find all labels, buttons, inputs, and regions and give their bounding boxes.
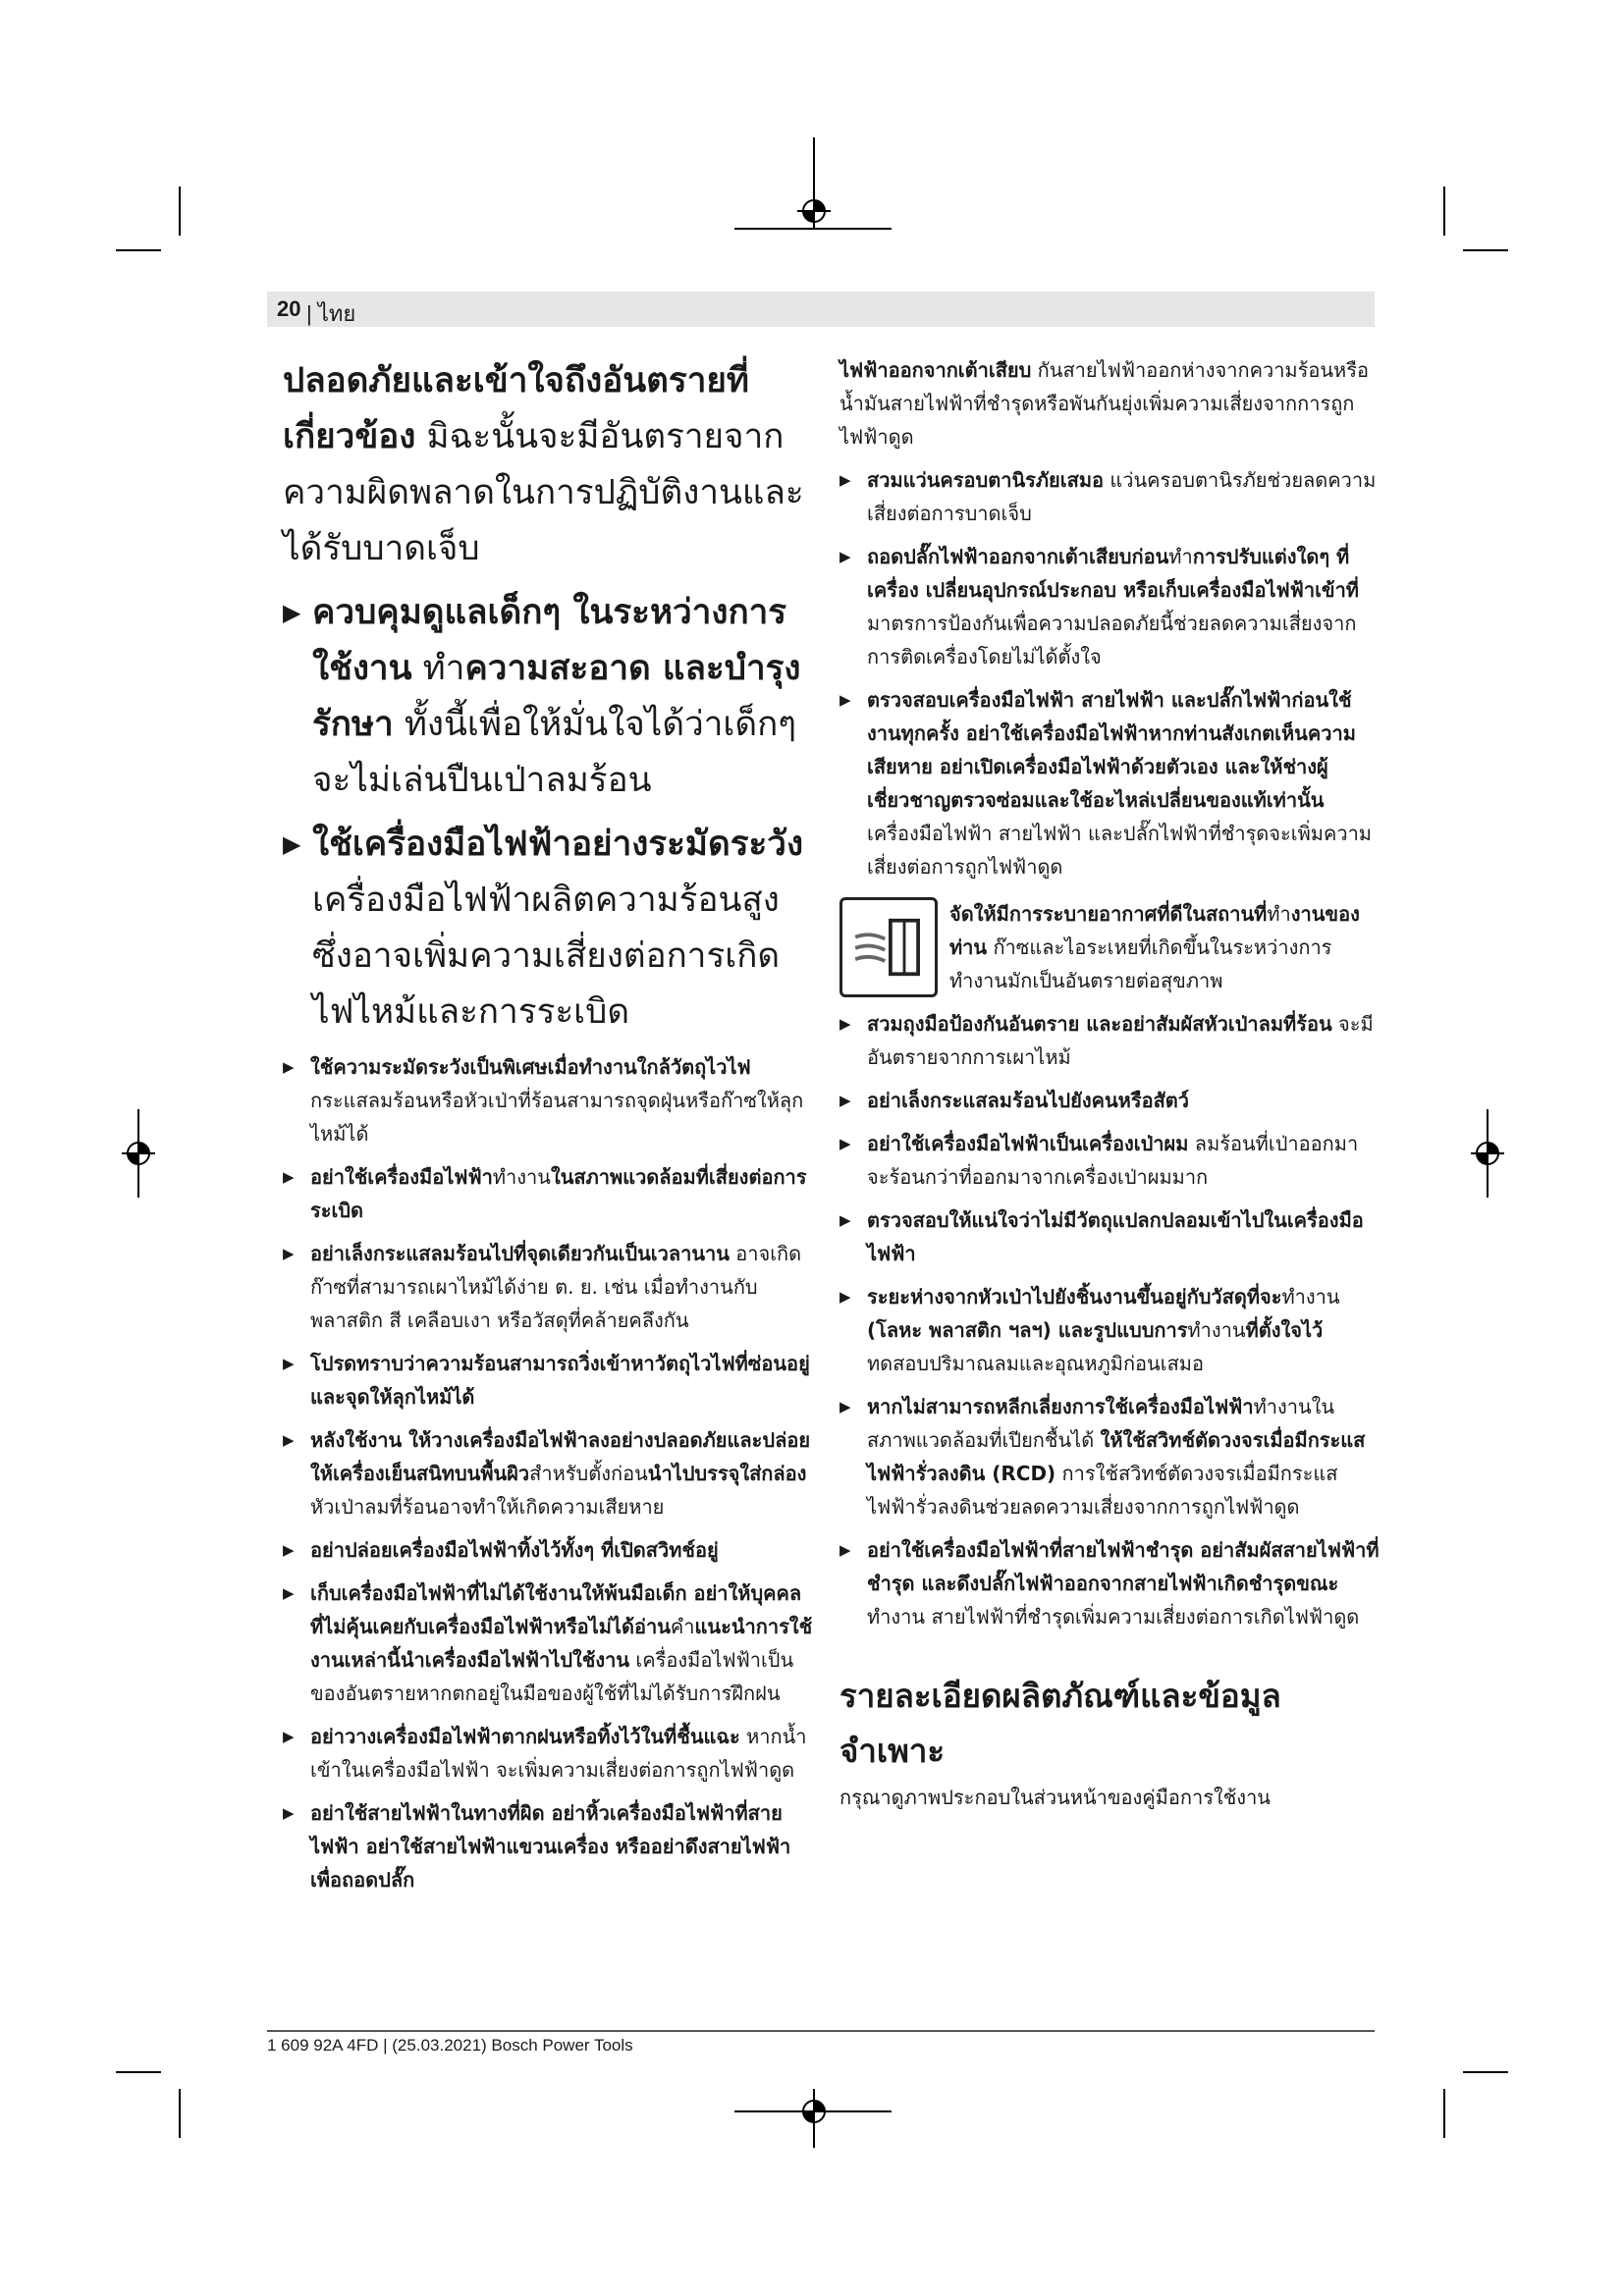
right-column <box>839 353 1380 1814</box>
crop-mark <box>1443 187 1445 236</box>
bullet-arrow-icon: ▶ <box>839 1288 851 1306</box>
warning-item: ▶ อย่าใช้เครื่องมือไฟฟ้าทำงานในสภาพแวดล้อมที่เสี่ยงต่อการระเบิด <box>283 1160 813 1227</box>
warning-item: ▶ หากไม่สามารถหลีกเลี่ยงการใช้เครื่องมือไฟฟ้าทำงานในสภาพแวดล้อมที่เปียกชื้นได้ ให้ใช้สวิทช์ตัดวงจรเมื่อมีกระแสไฟฟ้ารั่วลงดิน (RCD) การใช้สวิทช์ตัดวงจรเมื่อมีกระแสไฟฟ้ารั่วลงดินช่วยลดความเสี่ยงจากการถูกไฟฟ้าดูด <box>839 1390 1380 1523</box>
page-header-bar <box>267 292 1375 327</box>
warning-item: ▶ อย่าวางเครื่องมือไฟฟ้าตากฝนหรือทิ้งไว้ในที่ชื้นแฉะ หากน้ำเข้าในเครื่องมือไฟฟ้า จะเพิ่มความเสี่ยงต่อการถูกไฟฟ้าดูด <box>283 1720 813 1787</box>
crop-mark <box>179 187 181 236</box>
bullet-arrow-icon: ▶ <box>283 1804 295 1822</box>
page-language: | ไทย <box>306 301 356 326</box>
warning-item: ▶ อย่าเล็งกระแสลมร้อนไปยังคนหรือสัตว์ <box>839 1084 1380 1117</box>
crop-mark <box>116 2071 161 2073</box>
bullet-arrow-icon: ▶ <box>839 1398 851 1415</box>
bullet-arrow-icon: ▶ <box>283 1584 295 1602</box>
crop-mark <box>179 2089 181 2138</box>
crop-mark <box>813 137 815 196</box>
crop-mark <box>734 228 892 230</box>
warning-item: ▶ โปรดทราบว่าความร้อนสามารถวิ่งเข้าหาวัตถุไวไฟที่ซ่อนอยู่และจุดให้ลุกไหม้ได้ <box>283 1347 813 1414</box>
bullet-arrow-icon: ▶ <box>283 830 301 858</box>
left-column <box>283 353 813 1896</box>
bullet-arrow-icon: ▶ <box>283 1058 295 1076</box>
bullet-arrow-icon: ▶ <box>839 1015 851 1033</box>
bullet-arrow-icon: ▶ <box>283 1541 295 1559</box>
large-warning-item: ▶ ใช้เครื่องมือไฟฟ้าอย่างระมัดระวัง เครื่องมือไฟฟ้าผลิตความร้อนสูง ซึ่งอาจเพิ่มความเสี่ยงต่อการเกิดไฟไหม้และการระเบิด <box>283 817 813 1041</box>
ventilation-icon <box>839 897 938 997</box>
bullet-arrow-icon: ▶ <box>283 1245 295 1262</box>
bullet-arrow-icon: ▶ <box>839 1135 851 1152</box>
large-warning-item: ▶ ควบคุมดูแลเด็กๆ ในระหว่างการใช้งาน ทำความสะอาด และบำรุงรักษา ทั้งนี้เพื่อให้มั่นใจได้ว่าเด็กๆ จะไม่เล่นปืนเป่าลมร้อน <box>283 585 813 809</box>
warning-item: ▶ ใช้ความระมัดระวังเป็นพิเศษเมื่อทำงานใกล้วัตถุไวไฟ กระแสลมร้อนหรือหัวเป่าที่ร้อนสามารถจุดฝุ่นหรือก๊าซให้ลุกไหม้ได้ <box>283 1050 813 1150</box>
crop-mark <box>1463 249 1508 251</box>
section-text: กรุณาดูภาพประกอบในส่วนหน้าของคู่มือการใช้งาน <box>839 1786 1271 1809</box>
bullet-arrow-icon: ▶ <box>839 1541 851 1559</box>
warning-item: ▶ ระยะห่างจากหัวเป่าไปยังชิ้นงานขึ้นอยู่กับวัสดุที่จะทำงาน (โลหะ พลาสติก ฯลฯ) และรูปแบบการทำงานที่ตั้งใจไว้ ทดสอบปริมาณลมและอุณหภูมิก่อนเสมอ <box>839 1280 1380 1380</box>
registration-mark-icon <box>122 1137 155 1170</box>
bullet-arrow-icon: ▶ <box>283 1168 295 1186</box>
bullet-arrow-icon: ▶ <box>283 1355 295 1372</box>
bullet-arrow-icon: ▶ <box>839 1092 851 1109</box>
bullet-arrow-icon: ▶ <box>283 1728 295 1745</box>
footer-divider <box>267 2030 1375 2032</box>
registration-mark-icon <box>797 194 831 228</box>
bullet-arrow-icon: ▶ <box>839 548 851 565</box>
crop-mark <box>116 249 161 251</box>
registration-mark-icon <box>1471 1137 1504 1170</box>
warning-item: ▶ อย่าใช้เครื่องมือไฟฟ้าเป็นเครื่องเป่าผม ลมร้อนที่เป่าออกมาจะร้อนกว่าที่ออกมาจากเครื่องเป่าผมมาก <box>839 1127 1380 1194</box>
warning-item: ▶ อย่าปล่อยเครื่องมือไฟฟ้าทิ้งไว้ทั้งๆ ที่เปิดสวิทช์อยู่ <box>283 1533 813 1567</box>
warning-item: ▶ ตรวจสอบให้แน่ใจว่าไม่มีวัตถุแปลกปลอมเข้าไปในเครื่องมือไฟฟ้า <box>839 1203 1380 1270</box>
bullet-arrow-icon: ▶ <box>839 471 851 489</box>
registration-mark-icon <box>797 2095 831 2128</box>
warning-item: ▶ ตรวจสอบเครื่องมือไฟฟ้า สายไฟฟ้า และปลั๊กไฟฟ้าก่อนใช้งานทุกครั้ง อย่าใช้เครื่องมือไฟฟ้าหากท่านสังเกตเห็นความเสียหาย อย่าเปิดเครื่องมือไฟฟ้าด้วยตัวเอง และให้ช่างผู้เชี่ยวชาญตรวจซ่อมและใช้อะไหล่เปลี่ยนของแท้เท่านั้น เครื่องมือไฟฟ้า สายไฟฟ้า และปลั๊กไฟฟ้าที่ชำรุดจะเพิ่มความเสี่ยงต่อการถูกไฟฟ้าดูด <box>839 683 1380 883</box>
warning-item: ▶ อย่าเล็งกระแสลมร้อนไปที่จุดเดียวกันเป็นเวลานาน อาจเกิดก๊าซที่สามารถเผาไหม้ได้ง่าย ต. ย. เช่น เมื่อทำงานกับพลาสติก สี เคลือบเงา หรือวัสดุที่คล้ายคลึงกัน <box>283 1237 813 1337</box>
bullet-arrow-icon: ▶ <box>283 1431 295 1449</box>
continued-paragraph: ไฟฟ้าออกจากเต้าเสียบ กันสายไฟฟ้าออกห่างจากความร้อนหรือน้ำมันสายไฟฟ้าที่ชำรุดหรือพันกันยุ่งเพิ่มความเสี่ยงจากการถูกไฟฟ้าดูด <box>839 358 1369 449</box>
bullet-arrow-icon: ▶ <box>839 691 851 709</box>
warning-item: ▶ สวมแว่นครอบตานิรภัยเสมอ แว่นครอบตานิรภัยช่วยลดความเสี่ยงต่อการบาดเจ็บ <box>839 463 1380 530</box>
warning-item: ▶ หลังใช้งาน ให้วางเครื่องมือไฟฟ้าลงอย่างปลอดภัยและปล่อยให้เครื่องเย็นสนิทบนพื้นผิวสำหรับตั้งก่อนนำไปบรรจุใส่กล่อง หัวเป่าลมที่ร้อนอาจทำให้เกิดความเสียหาย <box>283 1423 813 1523</box>
warning-item: ▶ อย่าใช้สายไฟฟ้าในทางที่ผิด อย่าหิ้วเครื่องมือไฟฟ้าที่สายไฟฟ้า อย่าใช้สายไฟฟ้าแขวนเครื่อง หรืออย่าดึงสายไฟฟ้าเพื่อถอดปลั๊ก <box>283 1796 813 1896</box>
warning-item-detail: มาตรการป้องกันเพื่อความปลอดภัยนี้ช่วยลดความเสี่ยงจากการติดเครื่องโดยไม่ได้ตั้งใจ <box>867 612 1357 668</box>
ventilation-notice: จัดให้มีการระบายอากาศที่ดีในสถานที่ทำงานของท่าน ก๊าซและไอระเหยที่เกิดขึ้นในระหว่างการทำงานมักเป็นอันตรายต่อสุขภาพ <box>839 897 1380 997</box>
page-number: 20 <box>277 296 301 321</box>
bullet-arrow-icon: ▶ <box>283 599 301 626</box>
bullet-arrow-icon: ▶ <box>839 1211 851 1229</box>
section-title: รายละเอียดผลิตภัณฑ์และข้อมูลจำเพาะ <box>839 1677 1281 1770</box>
intro-paragraph: ปลอดภัยและเข้าใจถึงอันตรายที่เกี่ยวข้อง มิฉะนั้นจะมีอันตรายจากความผิดพลาดในการปฏิบัติงานและได้รับบาดเจ็บ <box>283 361 804 568</box>
crop-mark <box>1443 2089 1445 2138</box>
warning-item: ▶ ถอดปลั๊กไฟฟ้าออกจากเต้าเสียบก่อนทำการปรับแต่งใดๆ ที่เครื่อง เปลี่ยนอุปกรณ์ประกอบ หรือเก็บเครื่องมือไฟฟ้าเข้าที่ มาตรการป้องกันเพื่อความปลอดภัยนี้ช่วยลดความเสี่ยงจากการติดเครื่องโดยไม่ได้ตั้งใจ <box>839 540 1380 673</box>
warning-item: ▶ อย่าใช้เครื่องมือไฟฟ้าที่สายไฟฟ้าชำรุด อย่าสัมผัสสายไฟฟ้าที่ชำรุด และดึงปลั๊กไฟฟ้าออกจากสายไฟฟ้าเกิดชำรุดขณะทำงาน สายไฟฟ้าที่ชำรุดเพิ่มความเสี่ยงต่อการเกิดไฟฟ้าดูด <box>839 1533 1380 1633</box>
crop-mark <box>1463 2071 1508 2073</box>
page-footer: 1 609 92A 4FD | (25.03.2021) Bosch Power Tools <box>267 2036 633 2055</box>
warning-item: ▶ สวมถุงมือป้องกันอันตราย และอย่าสัมผัสหัวเป่าลมที่ร้อน จะมีอันตรายจากการเผาไหม้ <box>839 1007 1380 1074</box>
warning-item: ▶ เก็บเครื่องมือไฟฟ้าที่ไม่ได้ใช้งานให้พ้นมือเด็ก อย่าให้บุคคลที่ไม่คุ้นเคยกับเครื่องมือไฟฟ้าหรือไม่ได้อ่านคำแนะนำการใช้งานเหล่านี้นำเครื่องมือไฟฟ้าไปใช้งาน เครื่องมือไฟฟ้าเป็นของอันตรายหากตกอยู่ในมือของผู้ใช้ที่ไม่ได้รับการฝึกฝน <box>283 1576 813 1710</box>
